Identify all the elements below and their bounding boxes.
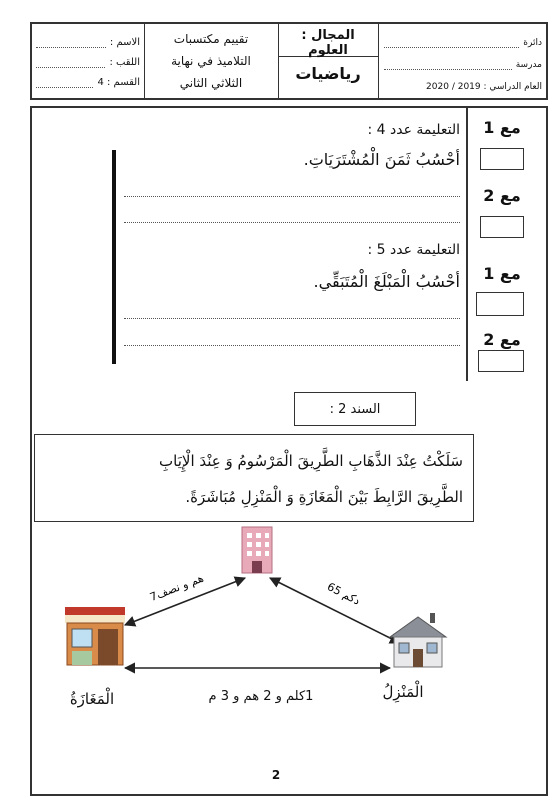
answer-line[interactable] [124, 345, 460, 346]
house-label: الْمَنْزِلُ [382, 683, 424, 701]
criterion-label-2: مع 2 [483, 186, 521, 205]
right-edge-label: 65 دكم [325, 580, 363, 608]
house-icon [390, 613, 446, 667]
school-label: مدرسة [515, 60, 542, 70]
criterion-score-box-3[interactable] [476, 292, 524, 316]
surname-label: اللقب : [109, 57, 140, 68]
class-label: القسم : 4 [97, 77, 140, 88]
school-field[interactable] [384, 61, 512, 70]
criteria-divider [466, 106, 468, 381]
store-icon [65, 607, 125, 665]
document-label: السند 2 : [329, 401, 381, 417]
left-edge-label: 7هم و نصف [148, 571, 206, 604]
document-line-2: الطَّرِيقَ الرَّابِطَ بَيْنَ الْمَغَازَةِ وَ الْمَنْزِلِ مُبَاشَرَةً. [185, 488, 463, 506]
store-label: الْمَغَازَةُ [69, 690, 115, 708]
instruction-4-text: أحْسُبُ ثَمَنَ الْمُشْتَرَيَاتِ. [303, 150, 460, 169]
criterion-score-box-2[interactable] [480, 216, 524, 238]
answer-line[interactable] [124, 318, 460, 319]
document-text-box [34, 434, 474, 522]
bottom-edge-label: 1كلم و 2 هم و 3 م [208, 689, 314, 704]
criterion-label-4: مع 2 [483, 330, 521, 349]
school-info [384, 26, 542, 92]
criterion-label-3: مع 1 [483, 264, 521, 283]
class-field[interactable] [36, 77, 93, 88]
header-divider [144, 22, 145, 100]
answer-line[interactable] [124, 222, 460, 223]
subject-label: رياضيات [295, 64, 361, 83]
criterion-score-box-4[interactable] [478, 350, 524, 372]
header-divider [278, 22, 279, 100]
title-line-2: التلاميذ في نهاية [171, 54, 251, 68]
page-number: 2 [271, 768, 281, 782]
document-line-1: سَلَكْتُ عِنْدَ الذَّهَابِ الطَّرِيقَ الْمَرْسُومُ وَ عِنْدَ الْإِيَابِ [159, 452, 463, 470]
school-year: العام الدراسي : 2019 / 2020 [426, 82, 542, 92]
instruction-4-title: التعليمة عدد 4 : [367, 122, 460, 138]
title-line-1: تقييم مكتسبات [173, 32, 249, 46]
criterion-label-1: مع 1 [483, 118, 521, 137]
vertical-rule [112, 150, 116, 364]
instruction-5-title: التعليمة عدد 5 : [367, 242, 460, 258]
student-info [36, 28, 140, 88]
header-divider [378, 22, 379, 100]
name-label: الاسم : [109, 37, 140, 48]
surname-field[interactable] [36, 57, 105, 68]
name-field[interactable] [36, 37, 106, 48]
answer-line[interactable] [124, 196, 460, 197]
criterion-score-box-1[interactable] [480, 148, 524, 170]
building-icon [242, 527, 272, 573]
title-line-3: الثلاثي الثاني [179, 76, 243, 90]
circonscription-label: دائرة [523, 38, 542, 48]
domain-label: المجال : العلوم [301, 28, 355, 58]
exam-title [146, 28, 276, 94]
instruction-5-text: أحْسُبُ الْمَبْلَغَ الْمُتَبَقِّي. [313, 272, 460, 291]
circonscription-field[interactable] [384, 39, 519, 48]
document-label-box [294, 392, 416, 426]
